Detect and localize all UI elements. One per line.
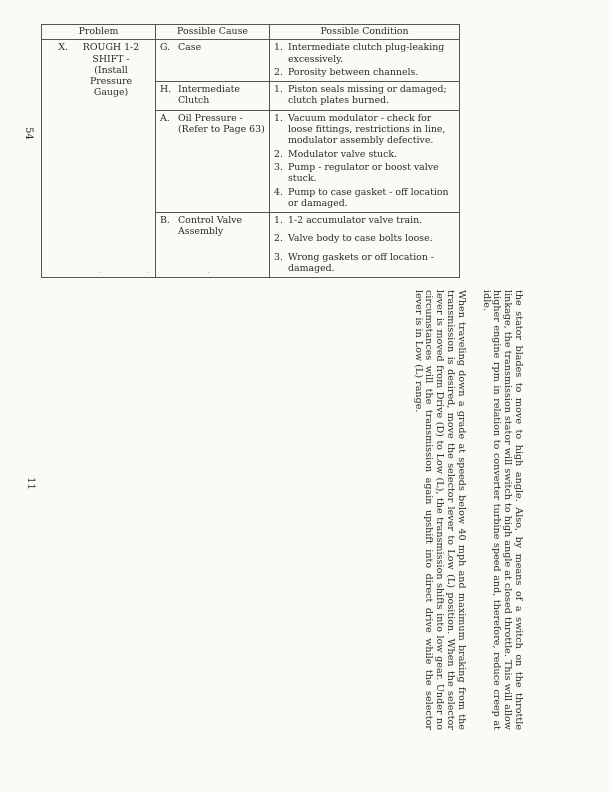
condition-number: 1. [274,42,283,54]
condition-number: 3. [274,161,283,173]
condition-text: Piston seals missing or damaged; clutch plates burned. [288,84,447,107]
problem-text: ROUGH 1-2 SHIFT - (Install Pressure Gauge) [82,42,140,99]
speck [100,272,101,273]
speck [148,272,149,273]
condition-text: Valve body to case bolts loose. [288,233,433,245]
condition-text: Modulator valve stuck. [288,148,397,160]
table-row [42,40,460,82]
condition-cell [270,110,460,212]
condition-cell [270,40,460,82]
condition-text: Pump to case gasket - off location or damaged. [288,186,449,209]
condition-number: 1. [274,84,283,96]
condition-text: Intermediate clutch plug-leaking excessively. [288,42,445,65]
cause-letter: H. [160,84,172,96]
header-problem: Problem [42,25,156,40]
cause-text: Case [178,42,202,54]
condition-number: 1. [274,112,283,124]
cause-letter: A. [160,112,170,124]
cause-cell [156,110,270,212]
problem-cell [42,40,156,278]
troubleshooting-table [41,24,460,278]
cause-cell [156,213,270,278]
cause-text: Oil Pressure - (Refer to Page 63) [178,112,265,136]
condition-number: 3. [274,251,283,263]
condition-cell [270,82,460,111]
cause-cell [156,40,270,82]
condition-text: Vacuum modulator - check for loose fittings, restrictions in line, modulator assembly defective. [288,112,446,147]
table-header-row [42,25,460,40]
paragraph-stator: the stator blades to move to high angle. Also, by means of a switch on the throttle linkage, the transmission stator will switch to high angle at closed throttle. This will allow higher engine rpm in relation to converter turbine speed and, therefore, reduce creep at idle. [480,290,524,730]
condition-text: Porosity between channels. [288,66,419,78]
cause-letter: G. [160,42,171,54]
speck [208,272,209,273]
condition-number: 2. [274,148,283,160]
condition-cell [270,213,460,278]
cause-text: Intermediate Clutch [178,84,240,107]
page-number-top: 54 [22,127,34,140]
paragraph-grade-braking: When traveling down a grade at speeds below 40 mph and maximum braking from the transmission is desired, move the selector lever to Low (L) position. When the selector lever is moved from Drive (D) to Low (L), the transmission shifts into low gear. Under no circumstances will the transmission again upshift into direct drive while the selector lever is in Low (L) range. [412,290,467,730]
cause-letter: B. [160,215,170,227]
cause-cell [156,82,270,111]
condition-number: 2. [274,233,283,245]
header-possible-cause: Possible Cause [156,25,270,40]
problem-number: X. [58,42,68,54]
cause-text: Control Valve Assembly [178,215,243,238]
rotated-text-block [398,290,523,730]
condition-number: 4. [274,186,283,198]
condition-text: Wrong gaskets or off location - damaged. [288,251,435,275]
header-possible-condition: Possible Condition [270,25,460,40]
condition-number: 2. [274,66,283,78]
condition-text: 1-2 accumulator valve train. [288,215,423,227]
page-number-middle: 11 [24,477,36,490]
condition-text: Pump - regulator or boost valve stuck. [288,161,439,185]
condition-number: 1. [274,215,283,227]
